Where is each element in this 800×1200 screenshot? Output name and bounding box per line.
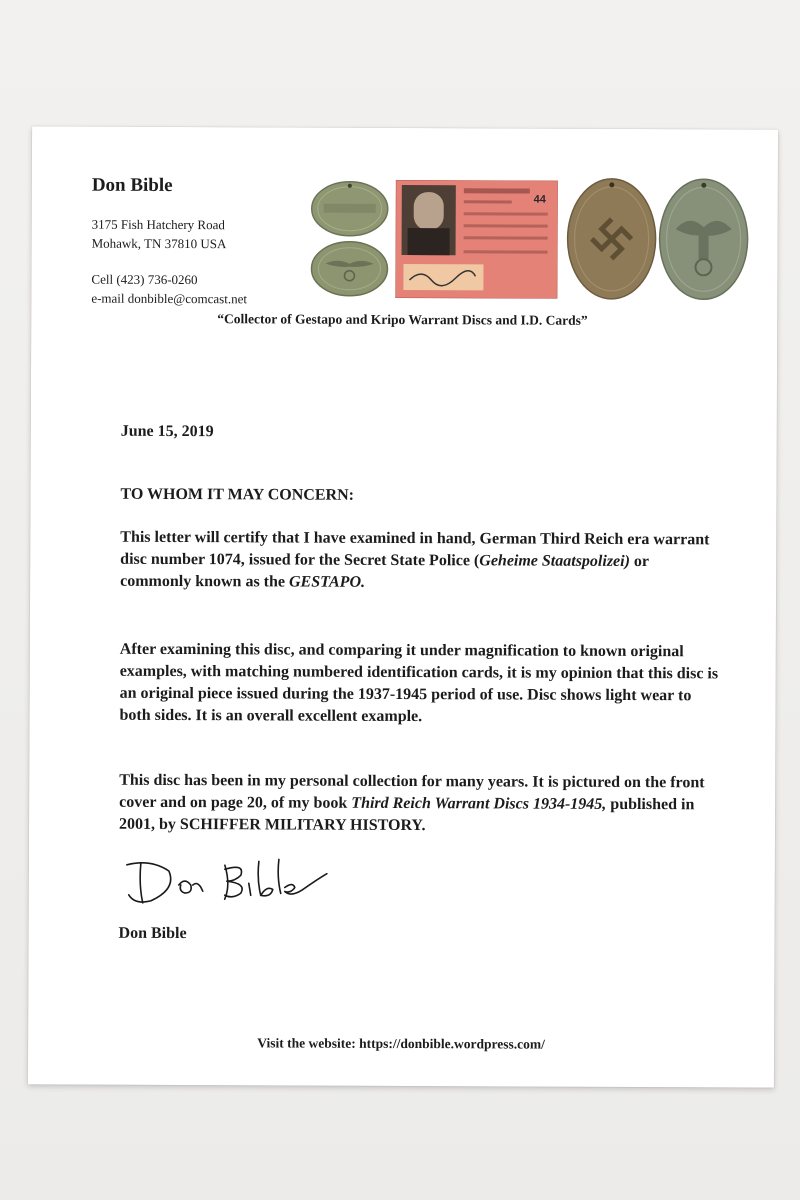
sender-contact xyxy=(91,270,247,309)
letter-date: June 15, 2019 xyxy=(120,422,214,441)
handwritten-signature xyxy=(121,855,341,914)
address-line-2: Mohawk, TN 37810 USA xyxy=(91,235,227,252)
id-card-number: 44 xyxy=(533,193,546,206)
id-card-image xyxy=(395,180,558,299)
p1-text-d-italic: GESTAPO. xyxy=(288,573,366,591)
sender-name: Don Bible xyxy=(91,174,173,196)
email-address: e-mail donbible@comcast.net xyxy=(91,290,248,307)
collector-tagline: “Collector of Gestapo and Kripo Warrant Discs and I.D. Cards” xyxy=(217,311,588,328)
eagle-disc-image xyxy=(657,177,750,301)
p1-text-a: This letter will certify that I have examined in hand, German Third Reich era warrant disc number 1074, issued for the Secret State Police ( xyxy=(120,528,710,570)
swastika-disc-image xyxy=(565,177,658,301)
paragraph-examination: After examining this disc, and comparing it under magnification to known original examples, with matching numbered identification cards, it is my opinion that this disc is an original piece issued during the 1937-1945 period of use. Disc shows light wear to both sides. It is an overall excellent example. xyxy=(119,640,719,726)
paragraph-collection xyxy=(119,770,719,839)
address-line-1: 3175 Fish Hatchery Road xyxy=(91,216,225,233)
letter-sheet xyxy=(28,126,778,1087)
p3-text-c: published in 2001, by SCHIFFER MILITARY HISTORY. xyxy=(119,795,695,835)
p1-text-c: or commonly known as the xyxy=(120,552,649,591)
website-footer: Visit the website: https://donbible.wordpress.com/ xyxy=(257,1035,545,1052)
small-disc-top-image xyxy=(310,180,390,238)
paragraph-certification xyxy=(120,527,720,596)
sender-address xyxy=(92,215,227,254)
phone-number: Cell (423) 736-0260 xyxy=(91,271,198,288)
small-disc-eagle-image xyxy=(309,240,389,298)
signature-name: Don Bible xyxy=(118,924,187,943)
p3-text-a: This disc has been in my personal collection for many years. It is pictured on the front cover and on page 20, of my book xyxy=(119,771,705,812)
salutation: TO WHOM IT MAY CONCERN: xyxy=(120,485,355,504)
p3-book-title: Third Reich Warrant Discs 1934-1945, xyxy=(351,794,607,813)
p1-text-b-italic: Geheime Staatspolizei) xyxy=(479,552,630,570)
